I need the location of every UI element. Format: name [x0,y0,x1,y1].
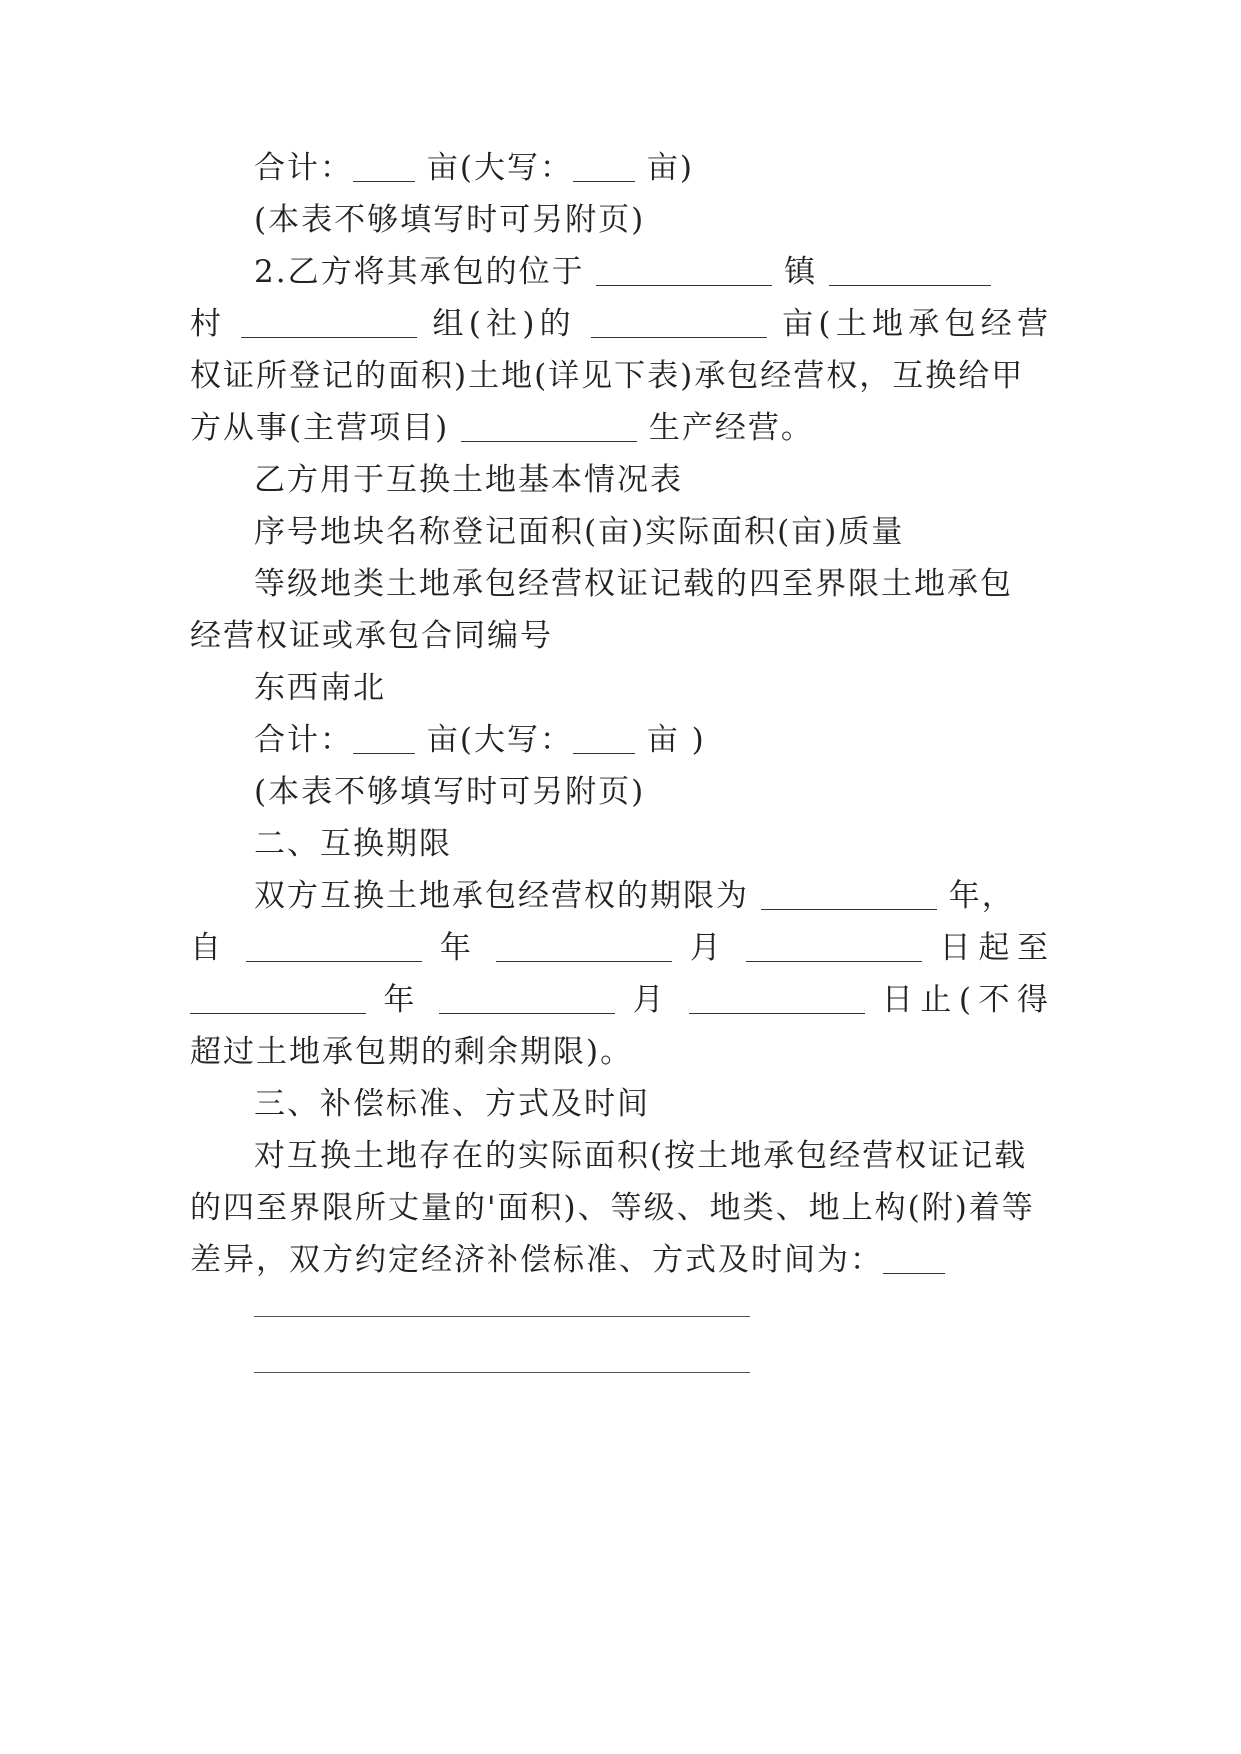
term-end-date-line [190,980,1050,1020]
start-year-blank[interactable] [246,931,422,962]
mu-certificate-text: 亩(土地承包经营 [782,306,1051,342]
main-project-line [190,408,1050,448]
start-day-blank[interactable] [746,931,922,962]
from-label: 自 [190,930,229,966]
total-label: 合计： [254,150,353,186]
month-label: 月 [689,930,729,966]
capital-label: 亩(大写： [426,722,573,758]
total-area-line-1 [254,148,1114,188]
town-blank[interactable] [829,255,991,286]
paragraph-line: 的四至界限所丈量的'面积)、等级、地类、地上构(附)着等 [190,1190,1035,1226]
term-text: 双方互换土地承包经营权的期限为 [254,878,749,914]
mu-unit: 亩) [646,150,694,186]
table-header-line-1: 序号地块名称登记面积(亩)实际面积(亩)质量 [254,514,905,550]
main-project-blank[interactable] [461,411,637,442]
year-label: 年 [383,982,422,1018]
area-blank[interactable] [353,723,415,754]
term-period-line [254,876,1050,916]
compensation-line [190,1240,1050,1280]
total-label: 合计： [254,722,353,758]
table-title: 乙方用于互换土地基本情况表 [254,462,683,498]
day-end-label: 日止(不得 [881,982,1051,1018]
table-header-directions: 东西南北 [254,670,386,706]
location-blank[interactable] [596,255,772,286]
table-header-line-3: 经营权证或承包合同编号 [190,618,553,654]
paragraph-line: 对互换土地存在的实际面积(按土地承包经营权证记载 [254,1138,1028,1174]
capital-label: 亩(大写： [426,150,573,186]
paragraph-line: 超过土地承包期的剩余期限)。 [190,1034,634,1070]
capital-area-blank[interactable] [573,723,635,754]
year-label: 年， [948,878,1015,914]
capital-area-blank[interactable] [573,151,635,182]
mu-unit: 亩 ) [646,722,706,758]
end-year-blank[interactable] [190,983,366,1014]
table-header-line-2: 等级地类土地承包经营权证记载的四至界限土地承包 [254,566,1013,602]
start-month-blank[interactable] [496,931,672,962]
production-text: 生产经营。 [648,410,814,446]
blank-fill-line[interactable] [254,1316,750,1317]
section-heading-term: 二、互换期限 [254,826,452,862]
party-b-location-line [254,252,1050,292]
end-month-blank[interactable] [439,983,615,1014]
group-label: 组(社)的 [432,306,576,342]
main-project-label: 方从事(主营项目) [190,410,450,446]
attach-note-2 [254,772,1114,812]
end-day-blank[interactable] [689,983,865,1014]
village-blank[interactable] [241,307,417,338]
compensation-blank[interactable] [883,1243,945,1274]
attach-note-text: (本表不够填写时可另附页) [254,202,646,238]
blank-fill-line[interactable] [254,1372,750,1373]
total-area-line-2 [254,720,1114,760]
village-group-line [190,304,1050,344]
compensation-label: 差异，双方约定经济补偿标准、方式及时间为： [190,1242,883,1278]
term-years-blank[interactable] [761,879,937,910]
attach-note-1 [254,200,1114,240]
paragraph-line: 权证所登记的面积)土地(详见下表)承包经营权，互换给甲 [190,358,1025,394]
term-start-date-line [190,928,1050,968]
registered-area-blank[interactable] [591,307,767,338]
section-heading-compensation: 三、补偿标准、方式及时间 [254,1086,650,1122]
attach-note-text: (本表不够填写时可另附页) [254,774,646,810]
clause-2-text: 2.乙方将其承包的位于 [254,254,585,290]
village-label: 村 [190,306,227,342]
day-start-label: 日起至 [939,930,1051,966]
town-label: 镇 [784,254,818,290]
area-blank[interactable] [353,151,415,182]
month-label: 月 [632,982,672,1018]
year-label: 年 [439,930,479,966]
